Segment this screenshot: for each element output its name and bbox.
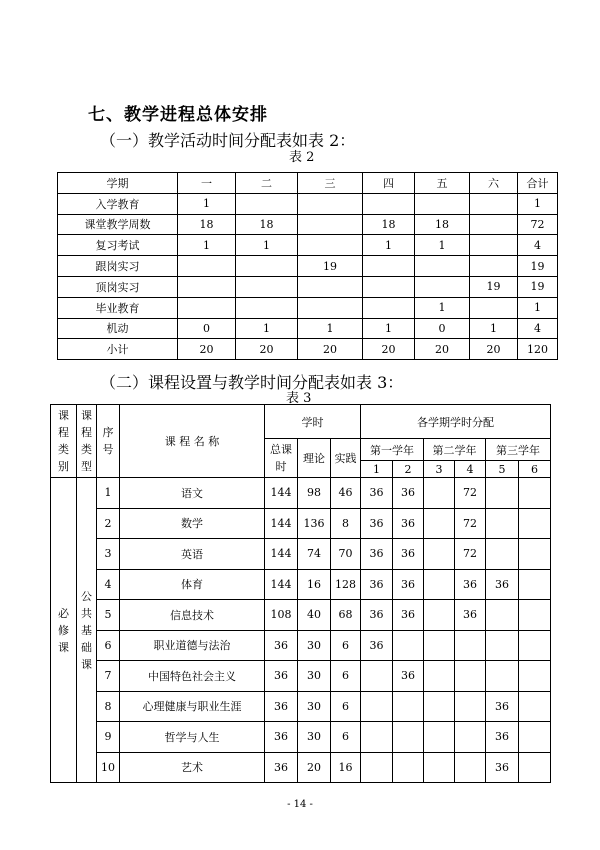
table2-row: [58, 193, 558, 214]
semester-hours-cell: 72: [455, 508, 486, 539]
course-row: [51, 600, 551, 631]
semester-hours-cell: [424, 722, 455, 753]
semester-hours-cell: [519, 539, 551, 570]
table2-cell: [236, 297, 298, 318]
table2-cell: 20: [298, 339, 363, 360]
semester-hours-cell: 72: [455, 539, 486, 570]
table2-cell: 19: [518, 276, 558, 297]
table2-row-label: 课堂教学周数: [58, 214, 178, 235]
table2-cell: 18: [236, 214, 298, 235]
table2-cell: 1: [298, 318, 363, 339]
table2-cell: [415, 193, 470, 214]
table2-cell: [470, 193, 518, 214]
semester-hours-cell: [455, 661, 486, 692]
table2-cell: 1: [363, 318, 415, 339]
header-semester-number: 6: [519, 461, 551, 478]
table2-row-label: 跟岗实习: [58, 256, 178, 277]
table2-cell: [415, 276, 470, 297]
semester-hours-cell: 36: [486, 691, 519, 722]
table2-cell: 0: [178, 318, 236, 339]
teaching-time-table: [57, 172, 558, 360]
semester-hours-cell: [424, 691, 455, 722]
semester-hours-cell: [393, 752, 424, 783]
table2-cell: 1: [518, 193, 558, 214]
course-no-cell: 5: [97, 600, 120, 631]
header-year-1: 第一学年: [361, 439, 424, 461]
semester-hours-cell: [455, 630, 486, 661]
semester-hours-cell: 36: [486, 569, 519, 600]
table2-row-label: 毕业教育: [58, 297, 178, 318]
course-name-cell: 哲学与人生: [120, 722, 265, 753]
course-theory-cell: 136: [298, 508, 331, 539]
course-row: [51, 508, 551, 539]
semester-hours-cell: [455, 722, 486, 753]
header-year-2: 第二学年: [424, 439, 486, 461]
table2-cell: 19: [470, 276, 518, 297]
semester-hours-cell: 36: [361, 569, 393, 600]
table2-cell: 1: [236, 235, 298, 256]
course-theory-cell: 30: [298, 691, 331, 722]
header-semester-number: 5: [486, 461, 519, 478]
semester-hours-cell: [486, 661, 519, 692]
subsection-title-1: （一）教学活动时间分配表如表 2：: [100, 131, 356, 150]
course-practice-cell: 70: [331, 539, 361, 570]
semester-hours-cell: [519, 752, 551, 783]
header-course-name: 课 程 名 称: [120, 405, 265, 478]
semester-hours-cell: [519, 508, 551, 539]
header-course-category: 课程类别: [51, 405, 77, 478]
course-name-cell: 语文: [120, 478, 265, 509]
course-theory-cell: 30: [298, 661, 331, 692]
course-no-cell: 1: [97, 478, 120, 509]
table2-cell: 0: [415, 318, 470, 339]
course-row: [51, 661, 551, 692]
table2-cell: 1: [363, 235, 415, 256]
course-name-cell: 心理健康与职业生涯: [120, 691, 265, 722]
course-practice-cell: 46: [331, 478, 361, 509]
course-total-cell: 144: [265, 569, 298, 600]
table2-header-cell: 学期: [58, 173, 178, 194]
header-hours: 学时: [265, 405, 361, 439]
semester-hours-cell: [519, 569, 551, 600]
semester-hours-cell: [519, 722, 551, 753]
table2-row-label: 复习考试: [58, 235, 178, 256]
course-no-cell: 7: [97, 661, 120, 692]
table2-cell: 72: [518, 214, 558, 235]
table2-cell: 20: [363, 339, 415, 360]
header-semester-allocation: 各学期学时分配: [361, 405, 551, 439]
table2-header-cell: 六: [470, 173, 518, 194]
semester-hours-cell: [361, 722, 393, 753]
course-practice-cell: 6: [331, 630, 361, 661]
course-total-cell: 144: [265, 539, 298, 570]
semester-hours-cell: [519, 630, 551, 661]
table2-row-label: 机动: [58, 318, 178, 339]
course-type-text: 公共基础课: [81, 589, 92, 671]
course-name-cell: 英语: [120, 539, 265, 570]
table2-cell: [363, 297, 415, 318]
table2-cell: 1: [178, 235, 236, 256]
table2-cell: [363, 256, 415, 277]
table2-row-label: 小计: [58, 339, 178, 360]
header-theory: 理论: [298, 439, 331, 478]
semester-hours-cell: 36: [393, 661, 424, 692]
table2-row: [58, 214, 558, 235]
table2-cell: [298, 193, 363, 214]
table2-cell: [470, 214, 518, 235]
table2-cell: [298, 214, 363, 235]
course-schedule-table: [50, 404, 551, 783]
section-title: 七、教学进程总体安排: [88, 105, 268, 125]
table2-cell: [363, 276, 415, 297]
semester-hours-cell: [519, 600, 551, 631]
semester-hours-cell: 36: [455, 569, 486, 600]
table2-row: [58, 318, 558, 339]
course-practice-cell: 16: [331, 752, 361, 783]
semester-hours-cell: 36: [455, 600, 486, 631]
course-name-cell: 数学: [120, 508, 265, 539]
course-row: [51, 722, 551, 753]
course-row: [51, 539, 551, 570]
table2-cell: 19: [518, 256, 558, 277]
semester-hours-cell: [424, 752, 455, 783]
course-name-cell: 信息技术: [120, 600, 265, 631]
table2-cell: 20: [415, 339, 470, 360]
semester-hours-cell: [393, 691, 424, 722]
header-year-3: 第三学年: [486, 439, 551, 461]
course-theory-cell: 40: [298, 600, 331, 631]
header-practice: 实践: [331, 439, 361, 478]
table2-cell: 4: [518, 318, 558, 339]
course-practice-cell: 68: [331, 600, 361, 631]
table2-header-cell: 三: [298, 173, 363, 194]
course-practice-cell: 6: [331, 661, 361, 692]
course-theory-cell: 20: [298, 752, 331, 783]
table2-cell: [470, 297, 518, 318]
table3-caption: 表 3: [286, 391, 312, 406]
semester-hours-cell: [486, 508, 519, 539]
semester-hours-cell: [424, 569, 455, 600]
semester-hours-cell: 36: [393, 508, 424, 539]
table2-cell: 20: [236, 339, 298, 360]
course-theory-cell: 30: [298, 630, 331, 661]
table2-cell: 4: [518, 235, 558, 256]
course-no-cell: 6: [97, 630, 120, 661]
course-row: [51, 691, 551, 722]
course-category-text: 必修课: [58, 606, 69, 654]
semester-hours-cell: 36: [393, 600, 424, 631]
course-no-cell: 3: [97, 539, 120, 570]
semester-hours-cell: 36: [393, 539, 424, 570]
semester-hours-cell: [393, 722, 424, 753]
course-no-cell: 9: [97, 722, 120, 753]
semester-hours-cell: 36: [361, 508, 393, 539]
table2-cell: 1: [518, 297, 558, 318]
table2-cell: 1: [178, 193, 236, 214]
semester-hours-cell: [424, 478, 455, 509]
header-course-type: 课程类型: [77, 405, 97, 478]
course-row: [51, 478, 551, 509]
table2-cell: 20: [178, 339, 236, 360]
table2-header-cell: 一: [178, 173, 236, 194]
semester-hours-cell: [519, 478, 551, 509]
course-practice-cell: 6: [331, 722, 361, 753]
semester-hours-cell: [424, 630, 455, 661]
table2-cell: [298, 297, 363, 318]
table2-cell: [178, 256, 236, 277]
course-row: [51, 569, 551, 600]
table2-cell: 1: [415, 297, 470, 318]
course-practice-cell: 6: [331, 691, 361, 722]
table2-cell: [298, 235, 363, 256]
page-number: - 14 -: [287, 799, 313, 810]
header-semester-number: 4: [455, 461, 486, 478]
course-practice-cell: 8: [331, 508, 361, 539]
course-name-cell: 中国特色社会主义: [120, 661, 265, 692]
semester-hours-cell: [455, 752, 486, 783]
semester-hours-cell: [361, 752, 393, 783]
semester-hours-cell: 36: [361, 630, 393, 661]
table2-cell: 18: [178, 214, 236, 235]
table2-cell: [178, 276, 236, 297]
header-sequence: 序号: [97, 405, 120, 478]
course-no-cell: 10: [97, 752, 120, 783]
table2-header-cell: 二: [236, 173, 298, 194]
table2-cell: [236, 276, 298, 297]
course-type-cell: [77, 478, 97, 783]
course-total-cell: 108: [265, 600, 298, 631]
semester-hours-cell: [486, 630, 519, 661]
semester-hours-cell: [424, 539, 455, 570]
table2-row: [58, 235, 558, 256]
course-total-cell: 36: [265, 722, 298, 753]
table2-cell: [415, 256, 470, 277]
semester-hours-cell: [393, 630, 424, 661]
header-semester-number: 1: [361, 461, 393, 478]
table2-cell: 120: [518, 339, 558, 360]
table2-cell: [236, 193, 298, 214]
table2-row-label: 顶岗实习: [58, 276, 178, 297]
semester-hours-cell: 36: [361, 478, 393, 509]
semester-hours-cell: 36: [486, 722, 519, 753]
table2-header-row: [58, 173, 558, 194]
subsection-title-2: （二）课程设置与教学时间分配表如表 3：: [100, 373, 404, 392]
table2-cell: [178, 297, 236, 318]
course-total-cell: 144: [265, 478, 298, 509]
semester-hours-cell: [361, 661, 393, 692]
semester-hours-cell: [486, 600, 519, 631]
semester-hours-cell: [486, 478, 519, 509]
course-practice-cell: 128: [331, 569, 361, 600]
table2-cell: [470, 256, 518, 277]
semester-hours-cell: [424, 508, 455, 539]
course-no-cell: 2: [97, 508, 120, 539]
course-total-cell: 144: [265, 508, 298, 539]
table2-row: [58, 339, 558, 360]
semester-hours-cell: 36: [486, 752, 519, 783]
semester-hours-cell: [455, 691, 486, 722]
course-theory-cell: 30: [298, 722, 331, 753]
header-total-hours: 总课时: [265, 439, 298, 478]
course-total-cell: 36: [265, 691, 298, 722]
course-theory-cell: 74: [298, 539, 331, 570]
semester-hours-cell: 36: [393, 569, 424, 600]
course-category-cell: [51, 478, 77, 783]
table2-cell: [236, 256, 298, 277]
course-theory-cell: 98: [298, 478, 331, 509]
table2-row: [58, 297, 558, 318]
semester-hours-cell: [519, 691, 551, 722]
table2-row-label: 入学教育: [58, 193, 178, 214]
semester-hours-cell: 72: [455, 478, 486, 509]
table2-row: [58, 276, 558, 297]
table2-cell: 1: [415, 235, 470, 256]
semester-hours-cell: 36: [361, 539, 393, 570]
course-total-cell: 36: [265, 661, 298, 692]
course-no-cell: 8: [97, 691, 120, 722]
course-name-cell: 艺术: [120, 752, 265, 783]
semester-hours-cell: [424, 600, 455, 631]
table2-cell: 18: [415, 214, 470, 235]
table2-header-cell: 四: [363, 173, 415, 194]
header-semester-number: 2: [393, 461, 424, 478]
semester-hours-cell: [486, 539, 519, 570]
table2-cell: 1: [470, 318, 518, 339]
table2-cell: [470, 235, 518, 256]
table2-cell: 18: [363, 214, 415, 235]
table2-cell: 20: [470, 339, 518, 360]
course-name-cell: 职业道德与法治: [120, 630, 265, 661]
table2-header-cell: 合计: [518, 173, 558, 194]
semester-hours-cell: 36: [393, 478, 424, 509]
course-name-cell: 体育: [120, 569, 265, 600]
course-total-cell: 36: [265, 630, 298, 661]
course-row: [51, 752, 551, 783]
semester-hours-cell: [361, 691, 393, 722]
semester-hours-cell: 36: [361, 600, 393, 631]
semester-hours-cell: [424, 661, 455, 692]
table2-caption: 表 2: [289, 150, 315, 165]
course-no-cell: 4: [97, 569, 120, 600]
table2-cell: 1: [236, 318, 298, 339]
table2-header-cell: 五: [415, 173, 470, 194]
course-total-cell: 36: [265, 752, 298, 783]
course-theory-cell: 16: [298, 569, 331, 600]
table2-row: [58, 256, 558, 277]
header-semester-number: 3: [424, 461, 455, 478]
table2-cell: 19: [298, 256, 363, 277]
semester-hours-cell: [519, 661, 551, 692]
course-row: [51, 630, 551, 661]
table2-cell: [363, 193, 415, 214]
table2-cell: [298, 276, 363, 297]
